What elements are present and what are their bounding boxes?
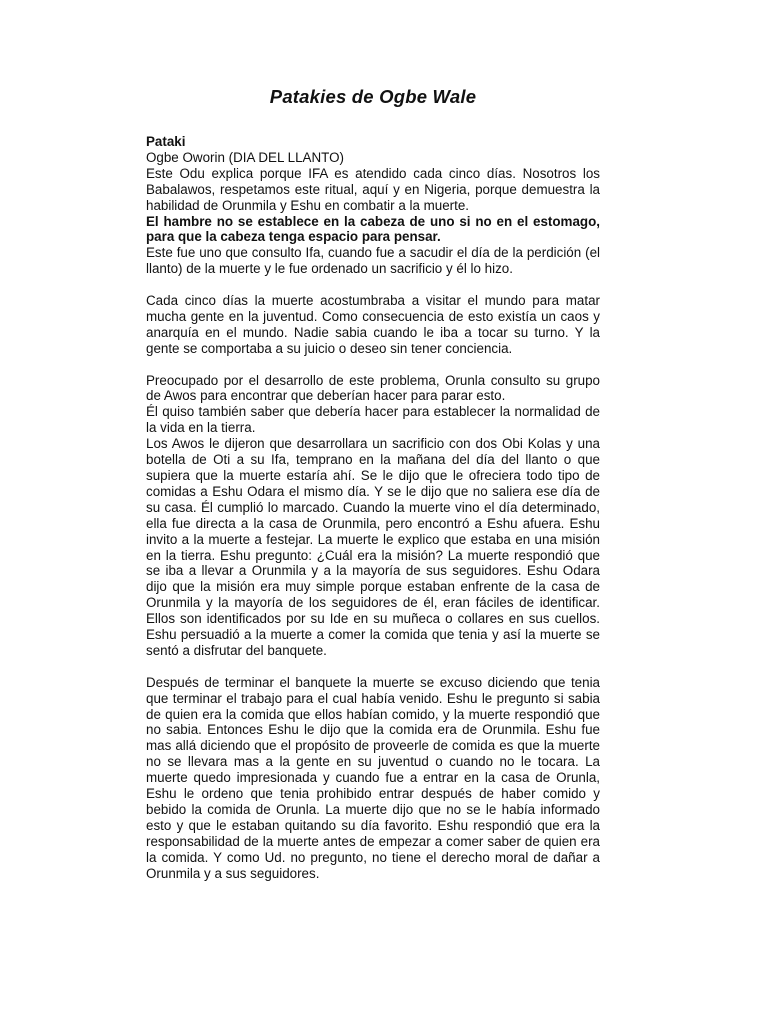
section-subtitle: Ogbe Oworin (DIA DEL LLANTO) — [146, 149, 344, 165]
intro-paragraph: Este Odu explica porque IFA es atendido cada cinco días. Nosotros los Babalawos, respetamos este ritual, aquí y en Nigeria, porque demuestra la habilidad de Orunmila y Eshu en combatir a la muerte. — [146, 165, 600, 213]
section-heading: Pataki — [146, 134, 186, 149]
paragraph-2a: Preocupado por el desarrollo de este problema, Orunla consulto su grupo de Awos para encontrar que deberían hacer para parar esto. — [146, 372, 600, 404]
paragraph-2b: Él quiso también saber que debería hacer para establecer la normalidad de la vida en la tierra. — [146, 404, 600, 436]
intro-paragraph-2: Este fue uno que consulto Ifa, cuando fue a sacudir el día de la perdición (el llanto) de la muerte y le fue ordenado un sacrificio y él lo hizo. — [146, 245, 600, 277]
paragraph-gap — [146, 357, 600, 373]
paragraph-3: Después de terminar el banquete la muerte se excuso diciendo que tenia que terminar el trabajo para el cual había venido. Eshu le pregunto si sabia de quien era la comida que ellos habían comido, y la muerte respondió que no sabia. Entonces Eshu le dijo que la comida era de Orunmila. Eshu fue mas allá diciendo que el propósito de proveerle de comida es que la muerte no se llevara mas a la gente en su juventud o cuando no le tocara. La muerte quedo impresionada y cuando fue a entrar en la casa de Orunla, Eshu le ordeno que tenia prohibido entrar después de haber comido y bebido la comida de Orunla. La muerte dijo que no se le había informado esto y que le estaban quitando su día favorito. Eshu respondió que era la responsabilidad de la muerte antes de empezar a comer saber de quien era la comida. Y como Ud. no pregunto, no tiene el derecho moral de dañar a Orunmila y a sus seguidores. — [146, 674, 600, 881]
page-title: Patakies de Ogbe Wale — [269, 86, 477, 107]
paragraph-1: Cada cinco días la muerte acostumbraba a visitar el mundo para matar mucha gente en la juventud. Como consecuencia de esto existía un caos y anarquía en el mundo. Nadie sabia cuando le iba a tocar su turno. Y la gente se comportaba a su juicio o deseo sin tener conciencia. — [146, 293, 600, 356]
paragraph-2c: Los Awos le dijeron que desarrollara un sacrificio con dos Obi Kolas y una botella de Oti a su Ifa, temprano en la mañana del día del llanto o que supiera que la muerte estaría ahí. Se le dijo que le ofreciera todo tipo de comidas a Eshu Odara el mismo día. Y se le dijo que no saliera ese día de su casa. Él cumplió lo marcado. Cuando la muerte vino el día determinado, ella fue directa a la casa de Orunmila, pero encontró a Eshu afuera. Eshu invito a la muerte a festejar. La muerte le explico que estaba en una misión en la tierra. Eshu pregunto: ¿Cuál era la misión? La muerte respondió que se iba a llevar a Orunmila y a la mayoría de sus seguidores. Eshu Odara dijo que la misión era muy simple porque estaban enfrente de la casa de Orunmila y la mayoría de los seguidores de él, eran fáciles de identificar. Ellos son identificados por su Ide en su muñeca o collares en sus cuellos. Eshu persuadió a la muerte a comer la comida que tenia y así la muerte se sentó a disfrutar del banquete. — [146, 436, 600, 658]
proverb-paragraph: El hambre no se establece en la cabeza de uno si no en el estomago, para que la cabeza tenga espacio para pensar. — [146, 213, 600, 245]
paragraph-gap — [146, 659, 600, 675]
paragraph-gap — [146, 277, 600, 293]
document-body — [146, 134, 600, 882]
